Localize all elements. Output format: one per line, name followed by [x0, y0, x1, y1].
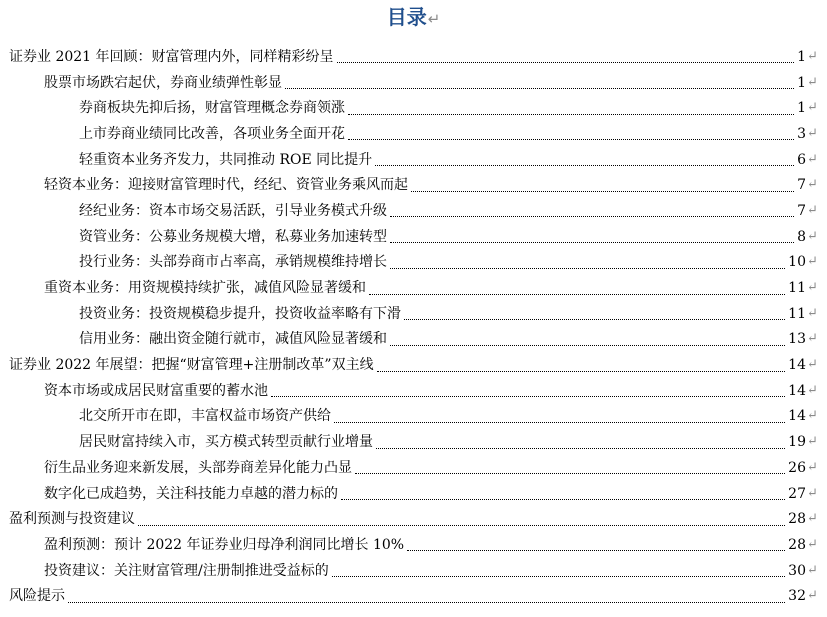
toc-entry-text[interactable]: 盈利预测：预计 2022 年证券业归母净利润同比增长 10% [44, 536, 405, 553]
toc-page-number[interactable]: 1 [797, 74, 806, 91]
toc-entry[interactable] [0, 250, 827, 276]
toc-page-number[interactable]: 28 [788, 511, 806, 528]
toc-entry-text[interactable]: 轻重资本业务齐发力，共同推动 ROE 同比提升 [79, 151, 373, 168]
toc-entry[interactable] [0, 275, 827, 301]
toc-entry-text[interactable]: 经纪业务：资本市场交易活跃，引导业务模式升级 [79, 202, 387, 219]
paragraph-mark-icon: ↵ [807, 177, 818, 193]
dot-leader [334, 422, 785, 423]
toc-entry[interactable] [0, 224, 827, 250]
paragraph-mark-icon: ↵ [807, 228, 818, 244]
dot-leader [369, 294, 785, 295]
toc-entry-text[interactable]: 衍生品业务迎来新发展，头部券商差异化能力凸显 [44, 459, 352, 476]
dot-leader [355, 473, 785, 474]
paragraph-mark-icon: ↵ [807, 254, 818, 270]
dot-leader [407, 550, 785, 551]
toc-entry[interactable] [0, 429, 827, 455]
toc-entry-text[interactable]: 上市券商业绩同比改善，各项业务全面开花 [79, 125, 345, 142]
toc-entry-text[interactable]: 投行业务：头部券商市占率高，承销规模维持增长 [79, 254, 387, 271]
toc-entry[interactable] [0, 95, 827, 121]
toc-page-number[interactable]: 6 [797, 151, 806, 168]
dot-leader [404, 319, 785, 320]
toc-page-number[interactable]: 14 [788, 357, 806, 374]
toc-page-number[interactable]: 10 [788, 254, 806, 271]
toc-entry-text[interactable]: 投资建议：关注财富管理/注册制推进受益标的 [44, 562, 329, 579]
toc-page-number[interactable]: 7 [797, 202, 806, 219]
toc-page-number[interactable]: 1 [797, 100, 806, 117]
dot-leader [68, 602, 785, 603]
dot-leader [348, 114, 794, 115]
toc-entry[interactable] [0, 481, 827, 507]
paragraph-mark-icon: ↵ [807, 536, 818, 552]
toc-entry-text[interactable]: 券商板块先抑后扬，财富管理概念券商领涨 [79, 100, 345, 117]
paragraph-mark-icon: ↵ [807, 382, 818, 398]
dot-leader [377, 371, 786, 372]
toc-entry[interactable] [0, 327, 827, 353]
paragraph-mark-icon: ↵ [807, 48, 818, 64]
toc-entry[interactable] [0, 147, 827, 173]
dot-leader [341, 499, 785, 500]
paragraph-mark-icon: ↵ [807, 331, 818, 347]
dot-leader [348, 139, 794, 140]
dot-leader [337, 62, 795, 63]
toc-entry[interactable] [0, 198, 827, 224]
dot-leader [390, 216, 794, 217]
toc-entry[interactable] [0, 404, 827, 430]
paragraph-mark-icon: ↵ [807, 125, 818, 141]
toc-entry-text[interactable]: 投资业务：投资规模稳步提升，投资收益率略有下滑 [79, 305, 401, 322]
paragraph-mark-icon: ↵ [807, 562, 818, 578]
toc-entry-text[interactable]: 轻资本业务：迎接财富管理时代，经纪、资管业务乘风而起 [44, 177, 408, 194]
paragraph-mark-icon: ↵ [807, 280, 818, 296]
toc-title-text: 目录 [386, 5, 427, 29]
dot-leader [138, 525, 785, 526]
toc-page-number[interactable]: 13 [788, 331, 806, 348]
paragraph-mark-icon: ↵ [807, 74, 818, 90]
toc-page-number[interactable]: 7 [797, 177, 806, 194]
paragraph-mark-icon: ↵ [807, 434, 818, 450]
toc-entry[interactable] [0, 301, 827, 327]
toc-entry[interactable] [0, 378, 827, 404]
toc-entry[interactable] [0, 352, 827, 378]
toc-page-number[interactable]: 26 [788, 459, 806, 476]
toc-page-number[interactable]: 14 [788, 408, 806, 425]
toc-page-number[interactable]: 8 [797, 228, 806, 245]
toc-title [0, 4, 827, 32]
toc-entry-text[interactable]: 证券业 2022 年展望：把握“财富管理+注册制改革”双主线 [9, 357, 374, 374]
toc-entry-text[interactable]: 盈利预测与投资建议 [9, 511, 135, 528]
dot-leader [285, 88, 794, 89]
paragraph-mark-icon: ↵ [807, 357, 818, 373]
toc-entry[interactable] [0, 583, 827, 609]
paragraph-mark-icon: ↵ [807, 305, 818, 321]
toc-entry[interactable] [0, 70, 827, 96]
toc-entry[interactable] [0, 121, 827, 147]
toc-page-number[interactable]: 1 [797, 48, 806, 65]
paragraph-mark-icon: ↵ [807, 511, 818, 527]
toc-page-number[interactable]: 14 [788, 382, 806, 399]
toc-entry-text[interactable]: 数字化已成趋势，关注科技能力卓越的潜力标的 [44, 485, 338, 502]
toc-entry[interactable] [0, 558, 827, 584]
toc-entry-text[interactable]: 信用业务：融出资金随行就市，减值风险显著缓和 [79, 331, 387, 348]
paragraph-mark-icon: ↵ [807, 459, 818, 475]
dot-leader [390, 242, 794, 243]
toc-page-number[interactable]: 3 [797, 125, 806, 142]
toc-entry[interactable] [0, 506, 827, 532]
toc-entry-text[interactable]: 资管业务：公募业务规模大增，私募业务加速转型 [79, 228, 387, 245]
toc-page-number[interactable]: 27 [788, 485, 806, 502]
toc-entry-text[interactable]: 重资本业务：用资规模持续扩张，减值风险显著缓和 [44, 280, 366, 297]
dot-leader [376, 448, 785, 449]
toc-entry[interactable] [0, 532, 827, 558]
dot-leader [390, 268, 785, 269]
dot-leader [390, 345, 785, 346]
toc-page-number[interactable]: 30 [788, 562, 806, 579]
toc-entry-text[interactable]: 证券业 2021 年回顾：财富管理内外，同样精彩纷呈 [9, 48, 334, 65]
toc-page-number[interactable]: 11 [788, 305, 806, 322]
toc-entry-text[interactable]: 风险提示 [9, 588, 65, 605]
paragraph-mark-icon: ↵ [807, 485, 818, 501]
dot-leader [271, 396, 785, 397]
paragraph-mark-icon: ↵ [807, 408, 818, 424]
dot-leader [332, 576, 785, 577]
dot-leader [375, 165, 794, 166]
paragraph-mark-icon: ↵ [807, 202, 818, 218]
toc-entry[interactable] [0, 455, 827, 481]
toc-entry-text[interactable]: 居民财富持续入市，买方模式转型贡献行业增量 [79, 434, 373, 451]
toc-page-number[interactable]: 19 [788, 434, 806, 451]
toc-page-number[interactable]: 28 [788, 536, 806, 553]
paragraph-mark-icon: ↵ [807, 588, 818, 604]
toc-entry[interactable] [0, 44, 827, 70]
toc-page-number[interactable]: 32 [788, 588, 806, 605]
paragraph-mark-icon: ↵ [427, 10, 441, 28]
toc-entry-text[interactable]: 股票市场跌宕起伏，券商业绩弹性彰显 [44, 74, 282, 91]
paragraph-mark-icon: ↵ [807, 100, 818, 116]
toc-list [0, 44, 827, 609]
toc-entry[interactable] [0, 172, 827, 198]
dot-leader [411, 191, 794, 192]
toc-entry-text[interactable]: 资本市场或成居民财富重要的蓄水池 [44, 382, 268, 399]
toc-entry-text[interactable]: 北交所开市在即，丰富权益市场资产供给 [79, 408, 331, 425]
paragraph-mark-icon: ↵ [807, 151, 818, 167]
toc-page-number[interactable]: 11 [788, 280, 806, 297]
